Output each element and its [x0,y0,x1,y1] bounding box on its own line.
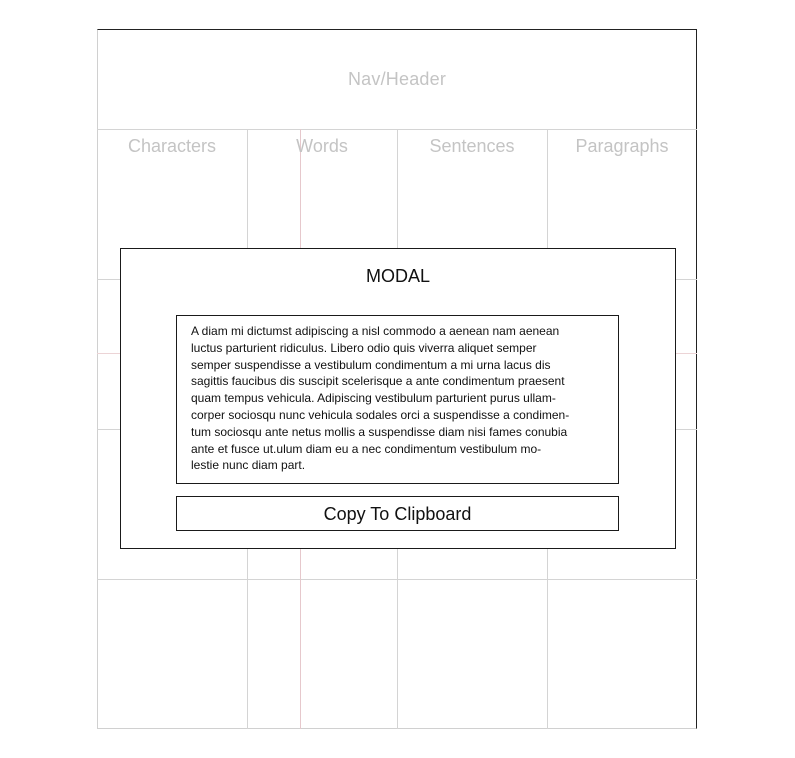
nav-header-label: Nav/Header [347,68,447,89]
text-line: quam tempus vehicula. Adipiscing vestibulum parturient purus ullam- [191,391,556,406]
column-label-sentences: Sentences [429,136,515,156]
text-line: corper sociosqu nunc vehicula sodales orci a suspendisse a condimen- [191,407,570,422]
text-line: luctus parturient ridiculus. Libero odio quis viverra aliquet semper [191,340,537,355]
text-line: A diam mi dictumst adipiscing a nisl commodo a aenean nam aenean [191,324,560,338]
text-line: tum sociosqu ante netus mollis a suspendisse diam nisi fames conubia [191,424,568,439]
copy-to-clipboard-button[interactable]: Copy To Clipboard [176,496,619,531]
modal-dialog [120,248,676,549]
column-label-paragraphs: Paragraphs [575,136,669,156]
text-line: lestie nunc diam part. [191,458,306,473]
nav-header-placeholder [97,29,697,129]
generated-text-box[interactable] [176,315,619,484]
text-line: sagittis faucibus dis suscipit scelerisque a ante condimentum praesent [191,374,565,389]
text-line: ante et fusce ut.ulum diam eu a nec condimentum vestibulum mo- [191,441,542,456]
column-label-words: Words [296,136,348,156]
modal-title: MODAL [365,266,430,286]
column-label-characters: Characters [127,136,217,156]
text-line: semper suspendisse a vestibulum condimentum a mi urna lacus dis [191,357,551,372]
